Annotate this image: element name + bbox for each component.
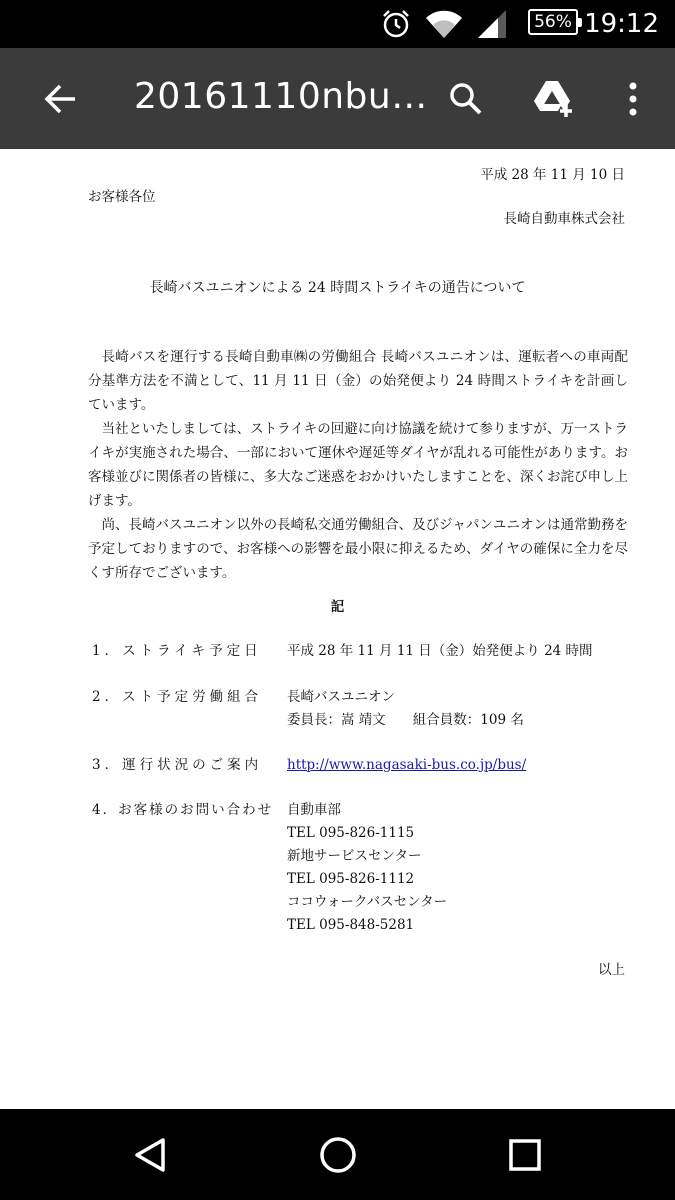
status-time: 19:12 bbox=[584, 9, 659, 39]
contact-line: ココウォークバスセンター bbox=[287, 894, 448, 910]
nav-back-button[interactable] bbox=[100, 1109, 200, 1200]
search-icon bbox=[448, 81, 484, 117]
signal-icon bbox=[476, 8, 508, 40]
item-label-inquiries: 4．お客様のお問い合わせ bbox=[92, 802, 274, 818]
alarm-icon bbox=[380, 8, 412, 40]
contact-line: 新地サービスセンター bbox=[287, 848, 422, 864]
paragraph: 当社といたしましては、ストライキの回避に向け協議を続けて参りますが、万一ストライキが実施された場合、一部において運休や遅延等ダイヤが乱れる可能性があります。お客様並びに関係者の皆様に、多大なご迷惑をおかけいたしますことを、深くお詫び申し上げます。 bbox=[88, 421, 628, 509]
add-to-drive-button[interactable] bbox=[522, 48, 586, 149]
wifi-icon bbox=[424, 8, 464, 40]
more-options-button[interactable] bbox=[610, 48, 656, 149]
nav-home-button[interactable] bbox=[288, 1109, 388, 1200]
document-title: 20161110nbu… bbox=[134, 76, 428, 117]
battery-icon bbox=[528, 9, 578, 35]
nav-recents-button[interactable] bbox=[475, 1109, 575, 1200]
item-value-strike-date: 平成 28 年 11 月 11 日（金）始発便より 24 時間 bbox=[287, 643, 593, 659]
item-value-union-detail: 委員長：嵩 靖文 組合員数：109 名 bbox=[287, 712, 524, 728]
notice-title: 長崎バスユニオンによる 24 時間ストライキの通告について bbox=[149, 280, 526, 296]
item-value-union: 長崎バスユニオン bbox=[287, 689, 395, 705]
home-circle-icon bbox=[319, 1136, 357, 1174]
battery-level: 56% bbox=[534, 12, 572, 32]
recipient: お客様各位 bbox=[88, 189, 156, 205]
item-label-strike-date: 1．ストライキ予定日 bbox=[92, 643, 262, 659]
paragraph: 長崎バスを運行する長崎自動車㈱の労働組合 長崎バスユニオンは、運転者への車両配分基準方法を不満として、11 月 11 日（金）の始発便より 24 時間ストライキを計画しています。 bbox=[88, 349, 628, 413]
app-bar bbox=[0, 48, 675, 149]
contact-line: 自動車部 bbox=[287, 802, 341, 818]
paragraph: 尚、長崎バスユニオン以外の長崎私交通労働組合、及びジャパンユニオンは通常勤務を予定しておりますので、お客様への影響を最小限に抑えるため、ダイヤの確保に全力を尽くす所存でございます。 bbox=[88, 517, 628, 581]
contact-line: TEL 095-826-1115 bbox=[287, 825, 415, 841]
drive-add-icon bbox=[532, 79, 576, 119]
company-name: 長崎自動車株式会社 bbox=[503, 211, 625, 227]
ki-heading: 記 bbox=[330, 599, 345, 615]
recents-square-icon bbox=[508, 1138, 542, 1172]
document-date: 平成 28 年 11 月 10 日 bbox=[480, 167, 625, 183]
back-button[interactable] bbox=[28, 48, 92, 149]
back-triangle-icon bbox=[133, 1137, 167, 1173]
more-vert-icon bbox=[627, 81, 639, 117]
search-button[interactable] bbox=[436, 48, 496, 149]
closing-text: 以上 bbox=[598, 962, 625, 978]
contact-line: TEL 095-848-5281 bbox=[287, 917, 415, 933]
document-page bbox=[0, 149, 675, 1109]
notice-body bbox=[88, 345, 628, 585]
contact-line: TEL 095-826-1112 bbox=[287, 871, 415, 887]
item-label-union: 2．スト予定労働組合 bbox=[92, 689, 263, 705]
navigation-bar bbox=[0, 1109, 675, 1200]
item-label-status-info: 3．運行状況のご案内 bbox=[92, 757, 263, 773]
back-arrow-icon bbox=[42, 81, 78, 117]
status-info-link[interactable]: http://www.nagasaki-bus.co.jp/bus/ bbox=[287, 757, 527, 773]
status-bar bbox=[0, 0, 675, 48]
